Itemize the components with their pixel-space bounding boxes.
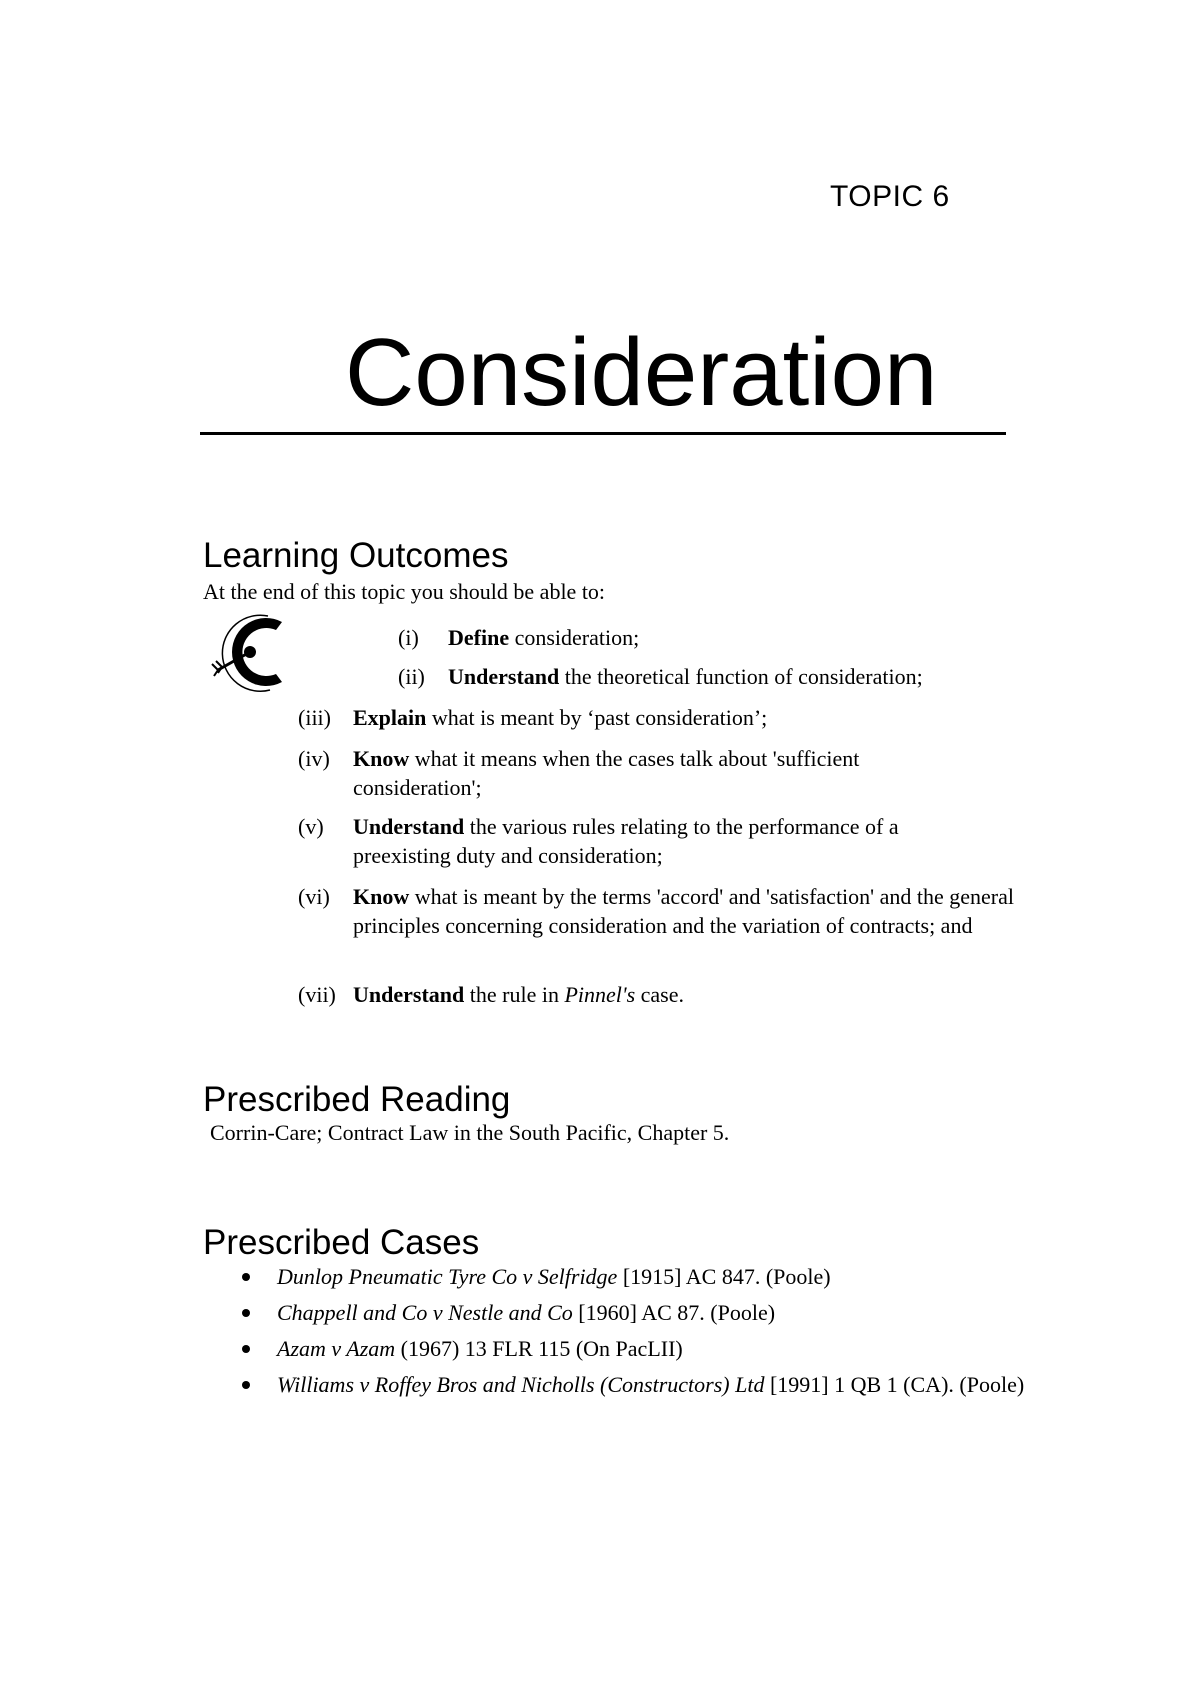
outcome-number: (vi) bbox=[298, 884, 330, 909]
outcome-item-7 bbox=[298, 980, 1018, 1009]
case-citation: (1967) 13 FLR 115 (On PacLII) bbox=[395, 1336, 683, 1361]
outcome-text bbox=[353, 882, 1018, 940]
outcome-verb: Explain bbox=[353, 705, 427, 730]
bullet-icon bbox=[242, 1345, 250, 1353]
list-item bbox=[240, 1370, 1040, 1399]
prescribed-cases-heading: Prescribed Cases bbox=[203, 1223, 480, 1262]
case-citation: [1991] 1 QB 1 (CA). (Poole) bbox=[764, 1372, 1025, 1397]
outcome-number: (ii) bbox=[398, 664, 425, 689]
outcome-number: (i) bbox=[398, 625, 419, 650]
outcome-text bbox=[448, 662, 923, 691]
prescribed-cases-list bbox=[240, 1262, 1040, 1406]
case-citation: [1915] AC 847. (Poole) bbox=[617, 1264, 831, 1289]
prescribed-reading-text: Corrin-Care; Contract Law in the South Pacific, Chapter 5. bbox=[210, 1120, 730, 1145]
outcome-verb: Know bbox=[353, 884, 410, 909]
bullet-icon bbox=[242, 1273, 250, 1281]
outcome-item-5 bbox=[298, 812, 958, 870]
outcome-desc: what is meant by the terms 'accord' and 'satisfaction' and the general principles concerning consideration and the variation of contracts; and bbox=[353, 884, 1015, 938]
outcome-text bbox=[448, 623, 639, 652]
outcome-desc: the theoretical function of consideration; bbox=[559, 664, 923, 689]
outcome-italic: Pinnel's bbox=[564, 982, 636, 1007]
case-name: Azam v Azam bbox=[277, 1336, 396, 1361]
outcome-verb: Understand bbox=[448, 664, 560, 689]
outcome-desc: what it means when the cases talk about 'sufficient consideration'; bbox=[353, 746, 860, 800]
outcome-item-3 bbox=[298, 703, 1038, 732]
case-name: Williams v Roffey Bros and Nicholls (Constructors) Ltd bbox=[277, 1372, 765, 1397]
outcome-verb: Define bbox=[448, 625, 510, 650]
outcome-text bbox=[353, 980, 684, 1009]
outcome-desc: the various rules relating to the performance of a preexisting duty and consideration; bbox=[353, 814, 899, 868]
learning-outcomes-heading: Learning Outcomes bbox=[203, 536, 509, 575]
case-name: Dunlop Pneumatic Tyre Co v Selfridge bbox=[277, 1264, 618, 1289]
outcome-item-6 bbox=[298, 882, 1018, 940]
list-item bbox=[240, 1262, 1040, 1291]
case-citation: [1960] AC 87. (Poole) bbox=[572, 1300, 776, 1325]
outcome-number: (v) bbox=[298, 814, 324, 839]
topic-label: TOPIC 6 bbox=[830, 180, 950, 213]
title-divider bbox=[200, 432, 1006, 435]
outcome-verb: Understand bbox=[353, 982, 465, 1007]
outcome-item-1 bbox=[398, 623, 1038, 652]
learning-outcomes-intro: At the end of this topic you should be able to: bbox=[203, 579, 606, 604]
outcome-desc: what is meant by ‘past consideration’; bbox=[426, 705, 768, 730]
list-item bbox=[240, 1334, 1040, 1363]
outcome-desc: consideration; bbox=[509, 625, 640, 650]
bullet-icon bbox=[242, 1309, 250, 1317]
outcome-item-2 bbox=[398, 662, 1038, 691]
outcome-text bbox=[353, 703, 767, 732]
outcome-verb: Know bbox=[353, 746, 410, 771]
outcome-text bbox=[353, 812, 958, 870]
prescribed-reading-heading: Prescribed Reading bbox=[203, 1080, 511, 1119]
outcome-item-4 bbox=[298, 744, 938, 802]
outcome-text bbox=[353, 744, 928, 802]
outcome-desc: the rule in bbox=[464, 982, 565, 1007]
bullet-icon bbox=[242, 1381, 250, 1389]
outcome-desc-end: case. bbox=[635, 982, 685, 1007]
list-item bbox=[240, 1298, 1040, 1327]
target-arrow-icon bbox=[206, 608, 286, 696]
outcome-number: (iii) bbox=[298, 705, 331, 730]
page-title: Consideration bbox=[345, 319, 938, 426]
outcome-number: (vii) bbox=[298, 982, 336, 1007]
outcome-number: (iv) bbox=[298, 746, 330, 771]
outcome-verb: Understand bbox=[353, 814, 465, 839]
case-name: Chappell and Co v Nestle and Co bbox=[277, 1300, 573, 1325]
